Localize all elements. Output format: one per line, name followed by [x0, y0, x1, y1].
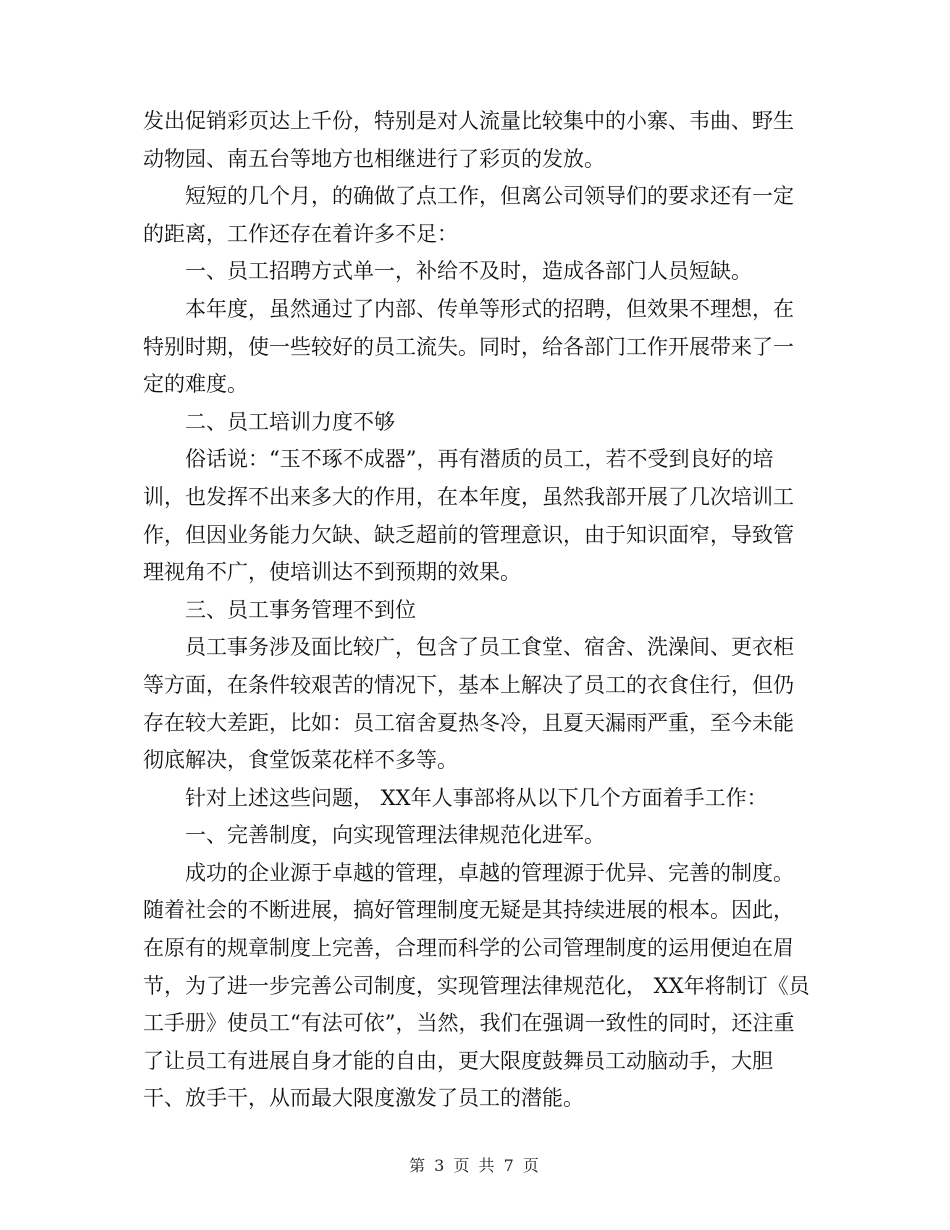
paragraph-2: 短短的几个月，的确做了点工作，但离公司领导们的要求还有一定的距离，工作还存在着许多不足： — [143, 184, 794, 246]
paragraph-affairs: 员工事务涉及面比较广，包含了员工食堂、宿舍、洗澡间、更衣柜等方面，在条件较艰苦的情况下，基本上解决了员工的衣食住行，但仍存在较大差距，比如：员工宿舍夏热冬冷，且夏天漏雨严重，至今未能彻底解决，食堂饭菜花样不多等。 — [143, 635, 794, 773]
heading-affairs: 三、员工事务管理不到位 — [185, 597, 416, 622]
heading-training: 二、员工培训力度不够 — [185, 409, 395, 434]
document-body — [143, 103, 813, 1118]
heading-system: 一、完善制度，向实现管理法律规范化进军。 — [185, 823, 605, 848]
paragraph-system: 成功的企业源于卓越的管理，卓越的管理源于优异、完善的制度。随着社会的不断进展，搞好管理制度无疑是其持续进展的根本。因此，在原有的规章制度上完善，合理而科学的公司管理制度的运用便迫在眉节，为了进一步完善公司制度，实现管理法律规范化， XX年将制订《员工手册》使员工“有法可依”，当然，我们在强调一致性的同时，还注重了让员工有进展自身才能的自由，更大限度鼓舞员工动脑动手，大胆干、放手干，从而最大限度激发了员工的潜能。 — [143, 860, 810, 1111]
paragraph-1: 发出促销彩页达上千份，特别是对人流量比较集中的小寨、韦曲、野生动物园、南五台等地方也相继进行了彩页的发放。 — [143, 109, 794, 171]
paragraph-training: 俗话说：“玉不琢不成器”，再有潜质的员工，若不受到良好的培训，也发挥不出来多大的作用，在本年度，虽然我部开展了几次培训工作，但因业务能力欠缺、缺乏超前的管理意识，由于知识面窄，导致管理视角不广，使培训达不到预期的效果。 — [143, 447, 794, 585]
paragraph-plan-intro: 针对上述这些问题， XX年人事部将从以下几个方面着手工作： — [185, 785, 768, 810]
page-number-footer: 第 3 页 共 7 页 — [409, 1156, 541, 1175]
heading-recruitment: 一、员工招聘方式单一，补给不及时，造成各部门人员短缺。 — [185, 259, 752, 284]
paragraph-recruitment: 本年度，虽然通过了内部、传单等形式的招聘，但效果不理想，在特别时期，使一些较好的员工流失。同时，给各部门工作开展带来了一定的难度。 — [143, 296, 794, 397]
